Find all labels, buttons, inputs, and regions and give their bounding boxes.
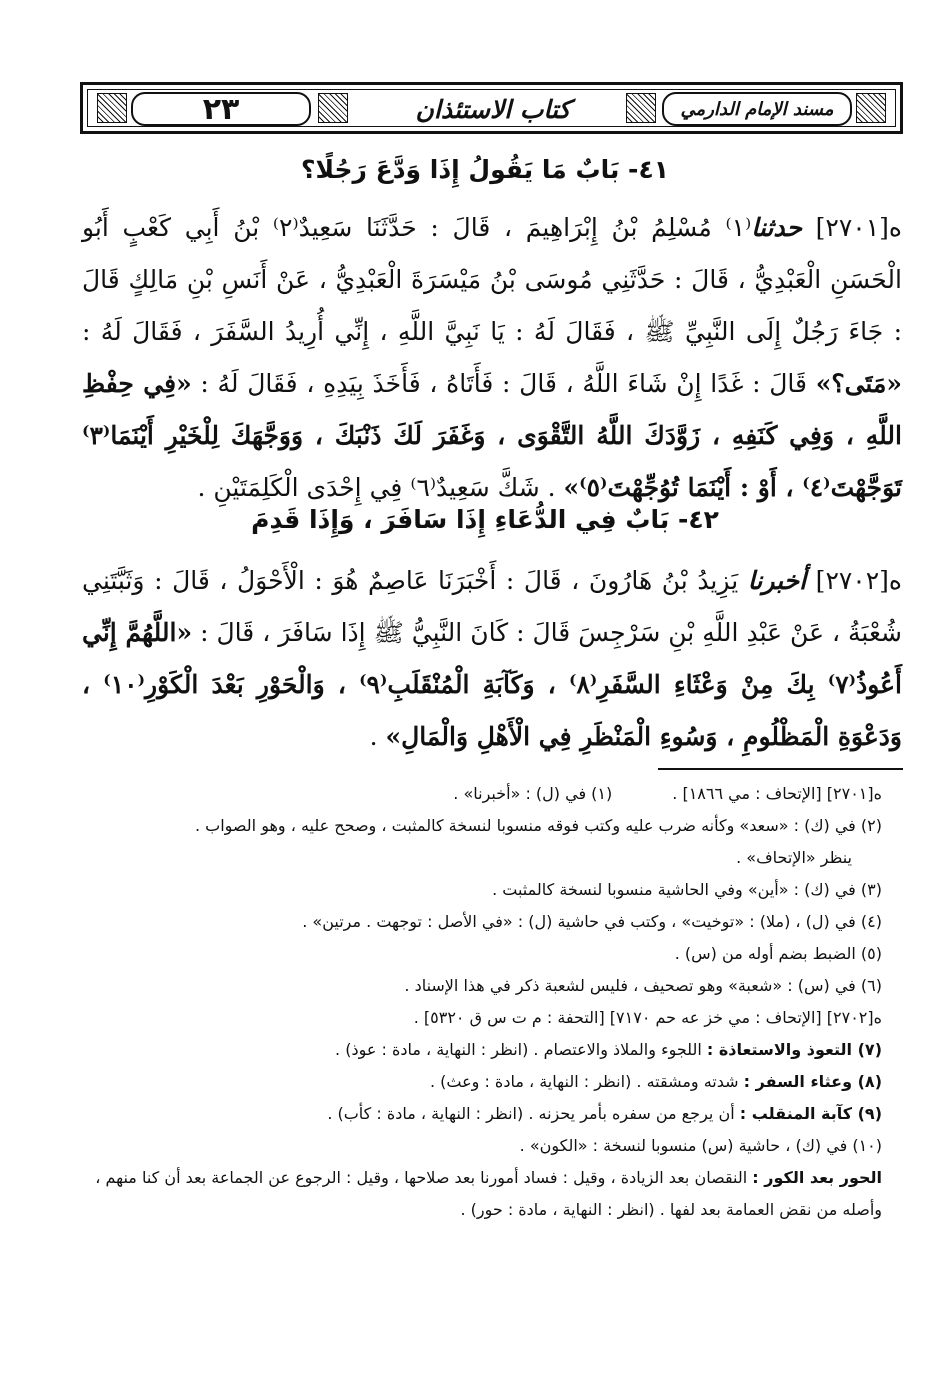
footnote [82, 1034, 882, 1066]
prophet-quote: «فِي حِفْظِ اللَّهِ ، وَفِي كَنَفِهِ ، زَوَّدَكَ اللَّهُ التَّقْوَى ، وَغَفَرَ لَكَ ذَنْبَكَ ، وَوَجَّهَكَ لِلْخَيْرِ أَيْنَمَا⁽٣⁾ تَوَجَّهْتَ⁽٤⁾ ، أَوْ : أَيْنَمَا تُوُجِّهْتَ⁽٥⁾» [82, 369, 902, 502]
ornament-icon [626, 93, 656, 123]
page-number: ٢٣ [131, 92, 311, 126]
footnote: ينظر «الإتحاف» . [736, 848, 852, 867]
hadith-text: قَالَ : غَدًا إِنْ شَاءَ اللَّهُ ، قَالَ : فَأَتَاهُ ، فَأَخَذَ بِيَدِهِ ، فَقَالَ لَهُ : [200, 369, 807, 398]
book-emblem: مسند الإمام الدارمي [662, 92, 852, 126]
ornament-icon [318, 93, 348, 123]
footnote-term: (٨) وعثاء السفر : [743, 1072, 882, 1091]
isnad-verb: حدثنا [751, 213, 802, 242]
hadith-number: ه[٢٧٠١] [815, 213, 902, 242]
footnote: ه[٢٧٠٢] [الإتحاف : مي خز عه حم ٧١٧٠] [التحفة : م ت س ق ٥٣٢٠] . [413, 1008, 882, 1027]
footnote-divider [658, 768, 903, 770]
footnote: (٢) في (ك) : «سعد» وكأنه ضرب عليه وكتب فوقه منسوبا لنسخة كالمثبت ، وصحح عليه ، وهو الصواب . [194, 816, 882, 835]
section-title: كتاب الاستئذان [415, 94, 571, 124]
hadith-text: . شَكَّ سَعِيدٌ⁽٦⁾ فِي إِحْدَى الْكَلِمَتَيْنِ . [197, 473, 556, 502]
isnad-verb: أخبرنا [747, 566, 807, 595]
hadith-number: ه[٢٧٠٢] [815, 566, 903, 595]
chapter-heading: ٤١- بَابٌ مَا يَقُولُ إِذَا وَدَّعَ رَجُلًا؟ [301, 155, 669, 184]
hadith-text: يَزِيدُ بْنُ هَارُونَ ، قَالَ : أَخْبَرَنَا عَاصِمٌ هُوَ : الْأَحْوَلُ ، قَالَ : وَثَبَّتَنِي شُعْبَةُ ، عَنْ عَبْدِ اللَّهِ بْنِ سَرْجِسَ قَالَ : كَانَ النَّبِيُّ ﷺ إِذَا سَافَرَ ، قَالَ : [82, 566, 902, 647]
footnote [82, 1098, 882, 1130]
footnote: (١٠) في (ك) ، حاشية (س) منسوبا لنسخة : «الكون» . [519, 1136, 882, 1155]
footnote: (٥) الضبط بضم أوله من (س) . [674, 944, 882, 963]
footnote: (١) في (ل) : «أخبرنا» . [453, 784, 613, 803]
footnote-text: النقصان بعد الزيادة ، وقيل : فساد أمورنا بعد صلاحها ، وقيل : الرجوع عن الجماعة بعد أن كنا منهم ، وأصله من نقض العمامة بعد لفها . (انظر : النهاية ، مادة : حور) . [95, 1168, 882, 1219]
ornament-icon [97, 93, 127, 123]
footnote: (٣) في (ك) : «أين» وفي الحاشية منسوبا لنسخة كالمثبت . [492, 880, 882, 899]
prophet-quote: «مَتَى؟» [815, 369, 902, 398]
hadith-2702 [82, 555, 902, 763]
footnote-text: أن يرجع من سفره بأمر يحزنه . (انظر : النهاية ، مادة : كأب) . [327, 1104, 735, 1123]
hadith-text: ⁽١⁾ مُسْلِمُ بْنُ إِبْرَاهِيمَ ، قَالَ : حَدَّثَنَا سَعِيدٌ [298, 213, 752, 242]
ornament-icon [856, 93, 886, 123]
footnote [82, 1162, 882, 1226]
footnote-term: الحور بعد الكور : [752, 1168, 882, 1187]
footnote [82, 1066, 882, 1098]
hadith-text: . [369, 722, 378, 751]
footnote-term: (٩) كآبة المنقلب : [739, 1104, 882, 1123]
hadith-text: ⁽٢⁾ بْنُ أَبِي كَعْبٍ أَبُو الْحَسَنِ الْعَبْدِيُّ ، قَالَ : حَدَّثَنِي مُوسَى بْنُ مَيْسَرَةَ الْعَبْدِيُّ ، عَنْ أَنَسِ بْنِ مَالِكٍ قَالَ : جَاءَ رَجُلٌ إِلَى النَّبِيِّ ﷺ ، فَقَالَ لَهُ : يَا نَبِيَّ اللَّهِ ، إِنِّي أُرِيدُ السَّفَرَ ، فَقَالَ لَهُ : [82, 213, 902, 346]
footnote: ه[٢٧٠١] [الإتحاف : مي ١٨٦٦] . [672, 784, 882, 803]
footnote: (٦) في (س) : «شعبة» وهو تصحيف ، فليس لشعبة ذكر في هذا الإسناد . [404, 976, 882, 995]
footnote-term: (٧) التعوذ والاستعاذة : [706, 1040, 882, 1059]
footnote: (٤) في (ل) ، (ملا) : «توخيت» ، وكتب في حاشية (ل) : «في الأصل : توجهت . مرتين» . [302, 912, 882, 931]
footnote-text: اللجوء والملاذ والاعتصام . (انظر : النهاية ، مادة : عوذ) . [335, 1040, 702, 1059]
page-header [80, 82, 903, 134]
footnote-text: شدته ومشقته . (انظر : النهاية ، مادة : وعث) . [429, 1072, 739, 1091]
footnote-row [82, 778, 882, 810]
chapter-heading: ٤٢- بَابٌ فِي الدُّعَاءِ إِذَا سَافَرَ ، وَإِذَا قَدِمَ [251, 505, 719, 534]
hadith-2701 [82, 202, 902, 514]
prophet-quote: «اللَّهُمَّ إِنِّي أَعُوذُ⁽٧⁾ بِكَ مِنْ وَعْثَاءِ السَّفَرِ⁽٨⁾ ، وَكَآبَةِ الْمُنْقَلَبِ⁽٩⁾ ، وَالْحَوْرِ بَعْدَ الْكَوْرِ⁽١٠⁾ ، وَدَعْوَةِ الْمَظْلُومِ ، وَسُوءِ الْمَنْظَرِ فِي الْأَهْلِ وَالْمَالِ» [82, 618, 902, 751]
footnotes [82, 778, 882, 1226]
